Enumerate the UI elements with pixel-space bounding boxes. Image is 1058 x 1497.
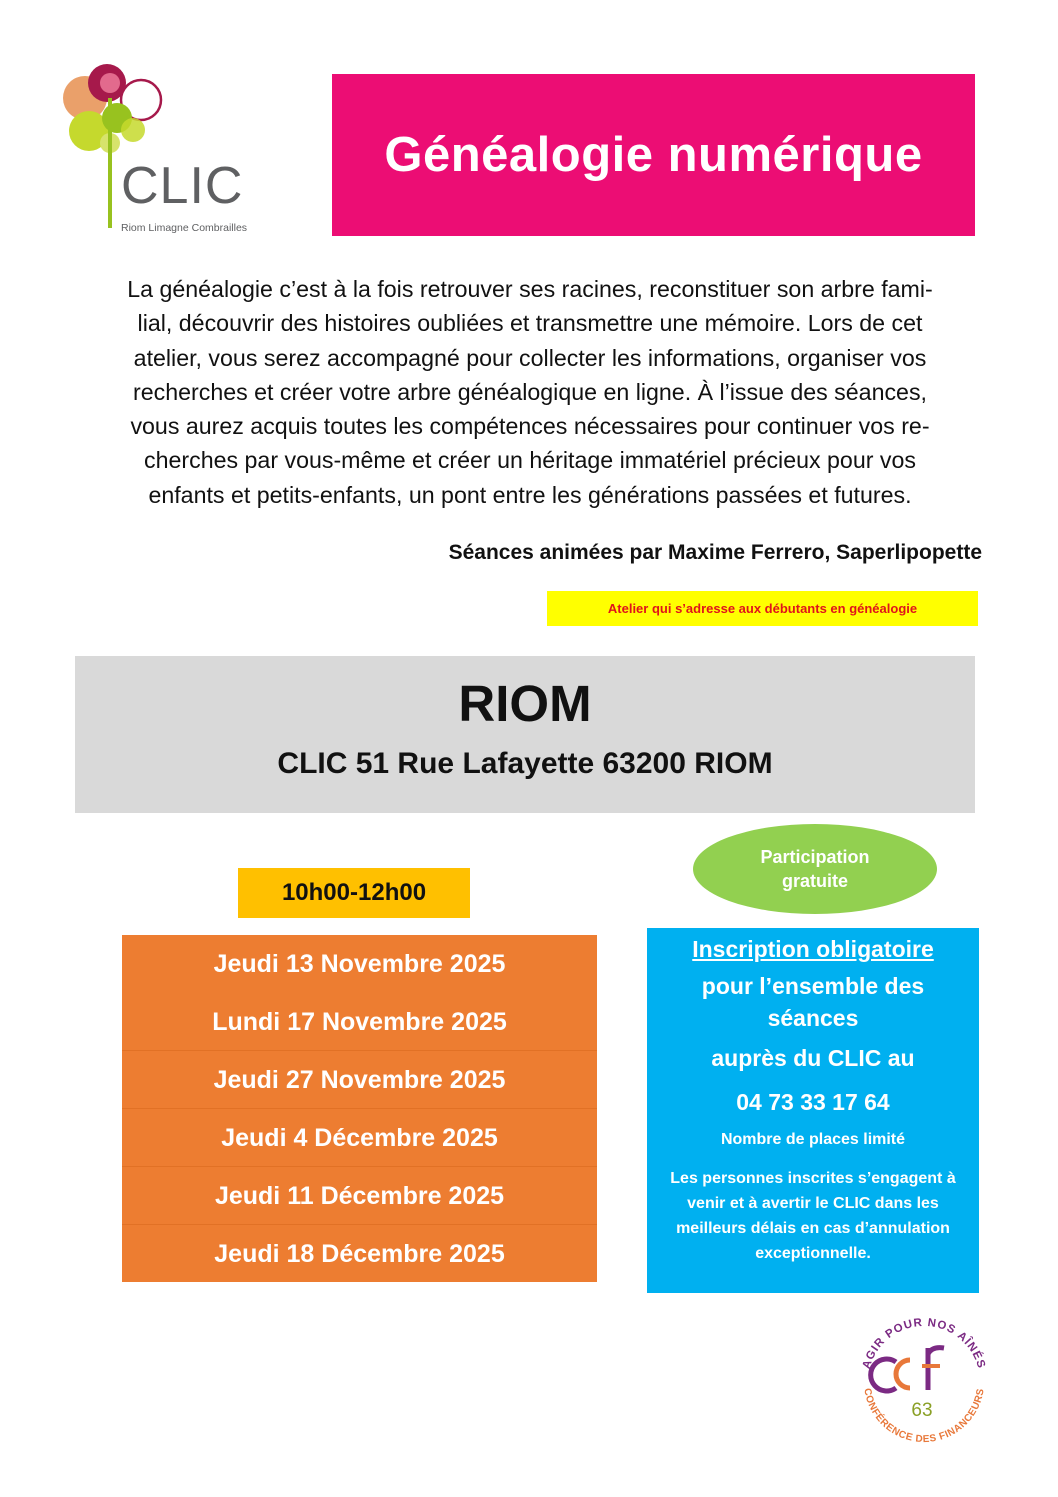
intro-line: La généalogie c’est à la fois retrouver ses racines, reconstituer son arbre fami- [127,276,933,302]
participation-line1: Participation [760,847,870,867]
title-banner [332,74,975,236]
session-dates-list [122,935,597,1282]
participation-line2: gratuite [781,871,848,891]
clic-logo-word: CLIC [121,157,244,215]
intro-line: enfants et petits-enfants, un pont entre les générations passées et futures. [148,481,912,508]
registration-note-line: meilleurs délais en cas d’annulation [676,1220,950,1237]
location-city: RIOM [458,675,592,732]
intro-paragraph [74,272,986,512]
session-date: Jeudi 11 Décembre 2025 [214,1181,505,1210]
registration-contact-label: auprès du CLIC au [711,1045,915,1071]
registration-panel [647,928,979,1293]
cdf-partner-logo [848,1306,1000,1458]
intro-line: cherches par vous-même et créer un héritage immatériel précieux pour vos [144,447,916,474]
session-date: Jeudi 18 Décembre 2025 [214,1239,505,1268]
session-time: 10h00-12h00 [238,868,470,918]
free-participation-badge [693,824,937,914]
cdf-seal-icon [848,1306,1000,1458]
intro-line: recherches et créer votre arbre généalogique en ligne. À l’issue des séances, [133,378,927,405]
registration-note-line: exceptionnelle. [755,1245,871,1262]
session-date: Jeudi 27 Novembre 2025 [213,1065,506,1094]
intro-line: lial, découvrir des histoires oubliées et transmettre une mémoire. Lors de cet [137,310,923,337]
cdf-monogram [871,1348,944,1391]
registration-line3: séances [767,1005,859,1031]
intro-line: atelier, vous serez accompagné pour collecter les informations, organiser vos [133,344,927,371]
location-banner [75,656,975,813]
session-date: Lundi 17 Novembre 2025 [212,1007,507,1036]
registration-phone: 04 73 33 17 64 [736,1089,890,1115]
clic-logo [55,58,265,238]
registration-note-line: Les personnes inscrites s’engagent à [670,1170,956,1187]
cdf-number: 63 [911,1400,933,1421]
location-address: CLIC 51 Rue Lafayette 63200 RIOM [277,747,773,780]
clic-logo-subtitle: Riom Limagne Combrailles [121,222,248,234]
cdf-top-text: AGIR POUR NOS AÎNÉS [860,1316,988,1371]
registration-limit: Nombre de places limité [720,1131,906,1148]
session-date: Jeudi 13 Novembre 2025 [213,949,506,978]
registration-note-line: venir et à avertir le CLIC dans les [687,1195,939,1212]
page-title: Généalogie numérique [384,128,923,182]
beginners-note: Atelier qui s’adresse aux débutants en généalogie [547,591,978,626]
registration-line2: pour l’ensemble des [701,973,925,999]
registration-note [647,1166,979,1266]
session-date: Jeudi 4 Décembre 2025 [221,1123,498,1152]
presenter-credit: Séances animées par Maxime Ferrero, Saperlipopette [448,541,982,564]
intro-line: vous aurez acquis toutes les compétences nécessaires pour continuer vos re- [130,413,930,440]
registration-title: Inscription obligatoire [692,936,934,962]
registration-subtitle [647,970,979,1034]
cdf-bottom-text: CONFÉRENCE DES FINANCEURS [861,1387,987,1446]
